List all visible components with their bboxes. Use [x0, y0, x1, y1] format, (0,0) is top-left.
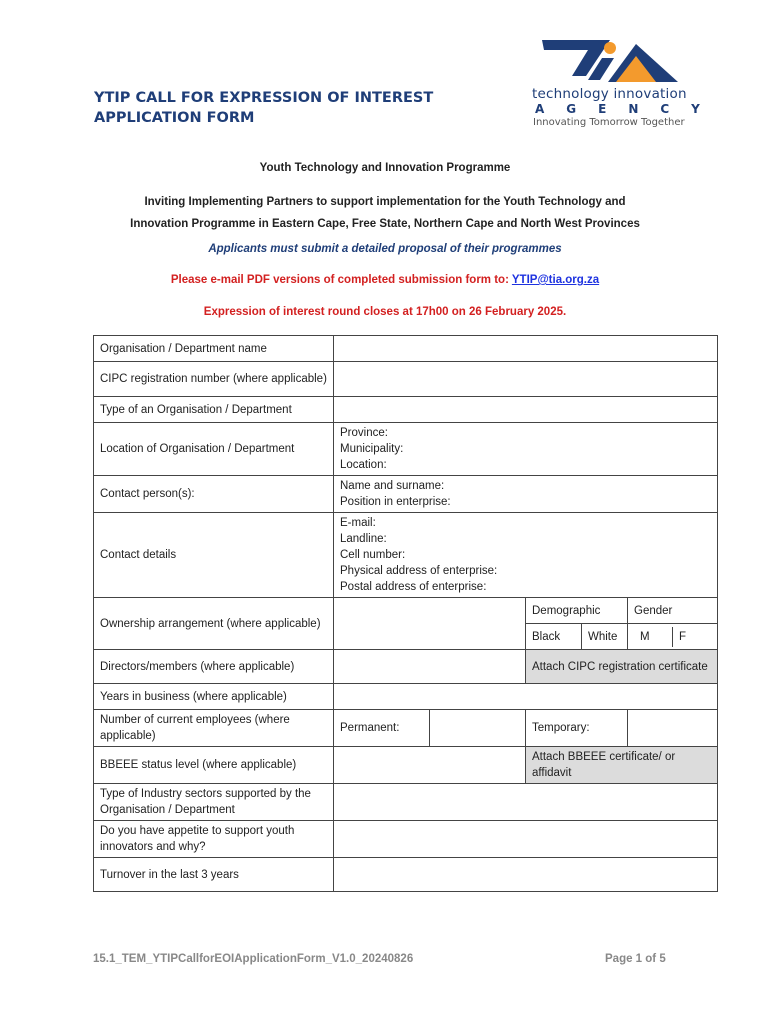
must-submit-note: Applicants must submit a detailed proposal of their programmes [208, 243, 562, 255]
gender-mf-cell [628, 624, 718, 650]
ownership-field[interactable] [334, 598, 526, 650]
permanent-field[interactable] [430, 710, 526, 747]
industry-label: Type of Industry sectors supported by the Organisation / Department [94, 784, 334, 821]
gender-header: Gender [628, 598, 718, 624]
contact-details-field[interactable] [334, 513, 718, 598]
municipality-label: Municipality: [340, 443, 404, 455]
logo-text-2: AGENCY [535, 102, 722, 116]
cell-number-label: Cell number: [340, 549, 406, 561]
closing-date: Expression of interest round closes at 17h00 on 26 February 2025. [203, 306, 567, 318]
physical-address-label: Physical address of enterprise: [340, 565, 498, 577]
email-instruction [60, 274, 710, 286]
industry-field[interactable] [334, 784, 718, 821]
title-line-1: YTIP CALL FOR EXPRESSION OF INTEREST [94, 90, 434, 106]
title-line-2: APPLICATION FORM [94, 110, 255, 126]
email-link[interactable]: YTIP@tia.org.za [511, 274, 600, 286]
appetite-field[interactable] [334, 821, 718, 858]
temporary-label: Temporary: [526, 710, 628, 747]
bbbee-field[interactable] [334, 747, 526, 784]
directors-field[interactable] [334, 650, 526, 684]
invite-text [60, 191, 710, 235]
invite-line-1: Inviting Implementing Partners to support implementation for the Youth Technology and [144, 196, 626, 208]
name-surname-label: Name and surname: [340, 480, 445, 492]
attach-cipc-note: Attach CIPC registration certificate [526, 650, 718, 684]
email-text: Please e-mail PDF versions of completed submission form to: [170, 274, 512, 286]
logo-text-1: technology innovation [532, 86, 687, 102]
org-name-label: Organisation / Department name [94, 336, 334, 362]
form-title [94, 88, 454, 128]
position-label: Position in enterprise: [340, 496, 451, 508]
location-sub-label: Location: [340, 459, 387, 471]
directors-label: Directors/members (where applicable) [94, 650, 334, 684]
logo-text-3: Innovating Tomorrow Together [533, 117, 685, 128]
bbbee-label: BBEEE status level (where applicable) [94, 747, 334, 784]
email-field-label: E-mail: [340, 517, 376, 529]
demographic-header: Demographic [526, 598, 628, 624]
appetite-label: Do you have appetite to support youth innovators and why? [94, 821, 334, 858]
cipc-field[interactable] [334, 362, 718, 397]
gender-m-cell: M [634, 627, 673, 647]
ownership-label: Ownership arrangement (where applicable) [94, 598, 334, 650]
landline-label: Landline: [340, 533, 387, 545]
gender-f-cell: F [679, 630, 687, 643]
turnover-field[interactable] [334, 858, 718, 892]
org-type-label: Type of an Organisation / Department [94, 397, 334, 423]
contact-details-label: Contact details [94, 513, 334, 598]
temporary-field[interactable] [628, 710, 718, 747]
employees-label: Number of current employees (where applicable) [94, 710, 334, 747]
postal-address-label: Postal address of enterprise: [340, 581, 487, 593]
years-label: Years in business (where applicable) [94, 684, 334, 710]
contact-person-field[interactable] [334, 476, 718, 513]
location-label: Location of Organisation / Department [94, 423, 334, 476]
application-form-table [93, 335, 718, 892]
turnover-label: Turnover in the last 3 years [94, 858, 334, 892]
invite-line-2: Innovation Programme in Eastern Cape, Free State, Northern Cape and North West Provinces [130, 218, 640, 230]
black-cell: Black [526, 624, 582, 650]
permanent-label: Permanent: [334, 710, 430, 747]
programme-name: Youth Technology and Innovation Programme [259, 162, 511, 174]
years-field[interactable] [334, 684, 718, 710]
document-id: 15.1_TEM_YTIPCallforEOIApplicationForm_V1.0_20240826 [93, 953, 414, 965]
cipc-label: CIPC registration number (where applicable) [94, 362, 334, 397]
attach-bbbee-note: Attach BBEEE certificate/ or affidavit [526, 747, 718, 784]
org-name-field[interactable] [334, 336, 718, 362]
page-number: Page 1 of 5 [605, 953, 666, 965]
location-field[interactable] [334, 423, 718, 476]
white-cell: White [582, 624, 628, 650]
contact-person-label: Contact person(s): [94, 476, 334, 513]
province-label: Province: [340, 427, 388, 439]
org-type-field[interactable] [334, 397, 718, 423]
